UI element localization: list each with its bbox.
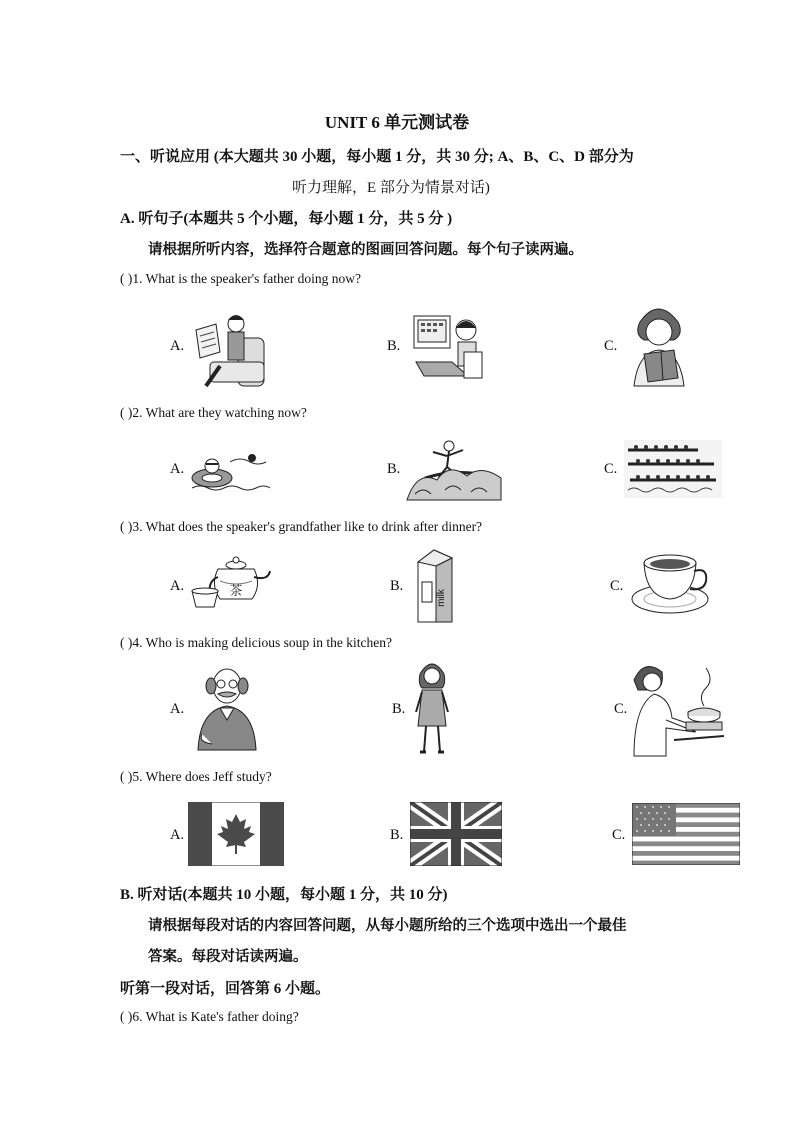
option-label-a: A.: [170, 578, 185, 594]
man-reading-newspaper-image[interactable]: [190, 310, 270, 388]
question-3: [120, 519, 482, 535]
woman-cooking-image[interactable]: [630, 658, 730, 758]
young-woman-image[interactable]: [412, 660, 452, 756]
option-label-a: A.: [170, 338, 185, 354]
question-1: [120, 271, 361, 287]
boy-using-computer-image[interactable]: [412, 312, 484, 380]
page-title: UNIT 6 单元测试卷: [324, 113, 470, 132]
option-label-c: C.: [610, 578, 624, 594]
part-a-instruction: 请根据所听内容，选择符合题意的图画回答问题。每个句子读两遍。: [148, 242, 583, 258]
question-5: [120, 769, 272, 785]
boy-reading-book-image[interactable]: [626, 302, 692, 388]
answer-blank[interactable]: ( ): [120, 519, 133, 534]
question-4: [120, 635, 392, 651]
option-label-c: C.: [604, 461, 618, 477]
answer-blank[interactable]: ( ): [120, 271, 133, 286]
question-text: 1. What is the speaker's father doing now?: [132, 271, 361, 286]
option-label-c: C.: [614, 701, 628, 717]
part-b-instruction-1: 请根据每段对话的内容回答问题，从每小题所给的三个选项中选出一个最佳: [148, 918, 627, 934]
question-text: 3. What does the speaker's grandfather like to drink after dinner?: [132, 519, 483, 534]
part-b-instruction-2: 答案。每段对话读两遍。: [148, 949, 308, 965]
old-man-image[interactable]: [194, 664, 260, 752]
dialog-1-heading: 听第一段对话，回答第 6 小题。: [120, 981, 331, 997]
question-text: 6. What is Kate's father doing?: [132, 1009, 299, 1024]
section-1-heading: 一、听说应用 (本大题共 30 小题，每小题 1 分，共 30 分; A、B、C、D 部分为: [120, 149, 634, 165]
milk-carton-image[interactable]: [410, 548, 460, 624]
question-text: 2. What are they watching now?: [132, 405, 307, 420]
part-b-heading: B. 听对话(本题共 10 小题，每小题 1 分，共 10 分): [120, 887, 448, 903]
uk-flag-image[interactable]: [410, 802, 502, 866]
milk-label: milk: [436, 589, 447, 607]
question-2: [120, 405, 307, 421]
question-6: [120, 1009, 299, 1025]
section-1-heading-cont: 听力理解，E 部分为情景对话): [292, 180, 490, 196]
dragon-boat-race-image[interactable]: [624, 440, 722, 498]
chinese-tea-image[interactable]: [190, 555, 272, 611]
canada-flag-image[interactable]: [188, 802, 284, 866]
usa-flag-image[interactable]: [632, 803, 740, 865]
part-a-heading: A. 听句子(本题共 5 个小题，每小题 1 分，共 5 分 ): [120, 211, 453, 227]
surfing-image[interactable]: [405, 438, 503, 502]
question-text: 5. Where does Jeff study?: [132, 769, 272, 784]
option-label-c: C.: [612, 827, 626, 843]
tea-character: 茶: [229, 584, 243, 599]
option-label-a: A.: [170, 701, 185, 717]
question-text: 4. Who is making delicious soup in the kitchen?: [132, 635, 392, 650]
option-label-b: B.: [387, 338, 401, 354]
answer-blank[interactable]: ( ): [120, 405, 133, 420]
answer-blank[interactable]: ( ): [120, 1009, 133, 1024]
swimming-image[interactable]: [190, 448, 270, 494]
option-label-a: A.: [170, 461, 185, 477]
option-label-c: C.: [604, 338, 618, 354]
answer-blank[interactable]: ( ): [120, 769, 133, 784]
option-label-b: B.: [390, 578, 404, 594]
coffee-cup-image[interactable]: [630, 553, 712, 617]
option-label-b: B.: [390, 827, 404, 843]
answer-blank[interactable]: ( ): [120, 635, 133, 650]
option-label-b: B.: [392, 701, 406, 717]
option-label-b: B.: [387, 461, 401, 477]
option-label-a: A.: [170, 827, 185, 843]
